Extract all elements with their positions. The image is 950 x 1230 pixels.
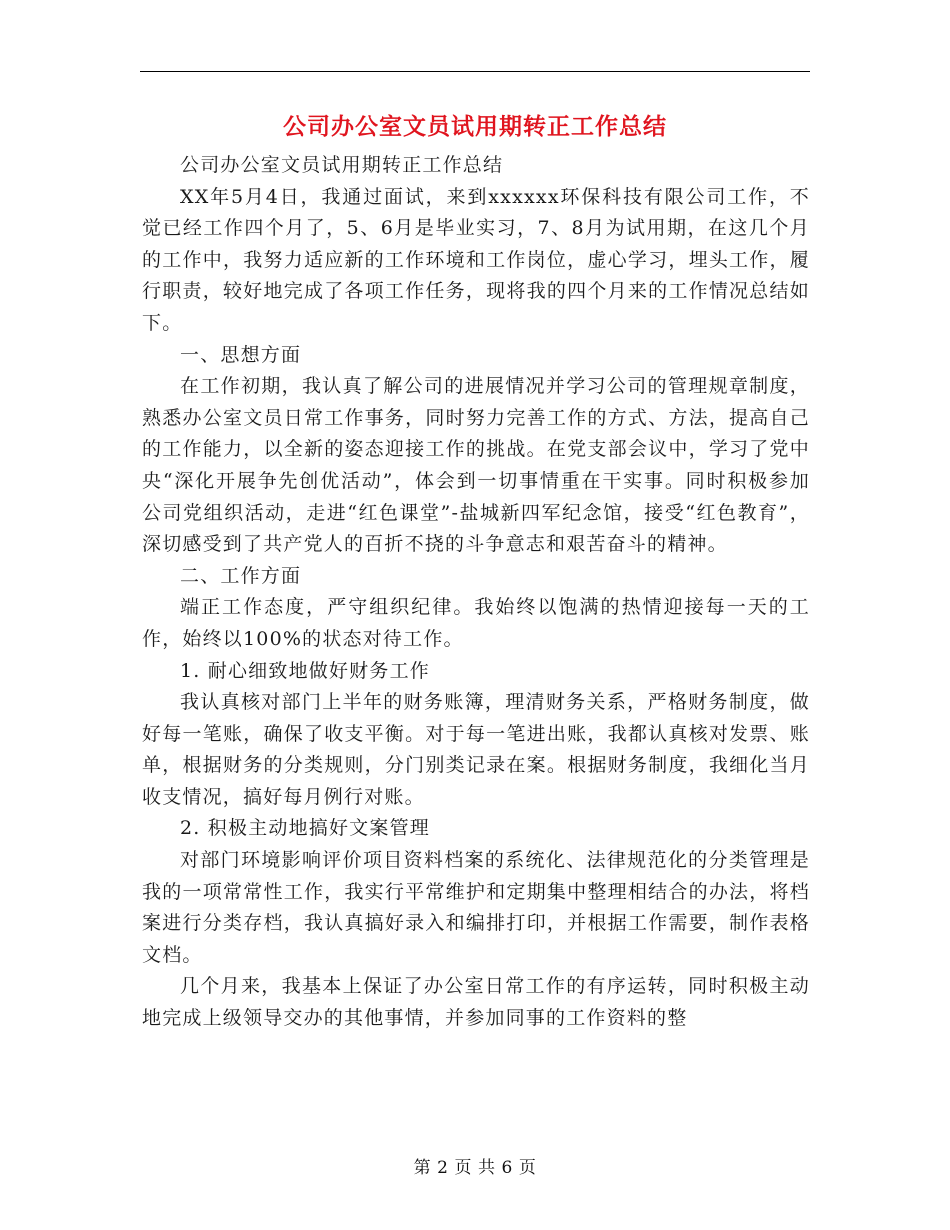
- document-body: [142, 150, 810, 1035]
- footer-prefix: 第: [413, 1158, 432, 1178]
- body-paragraph: 在工作初期，我认真了解公司的进展情况并学习公司的管理规章制度，熟悉办公室文员日常工作事务，同时努力完善工作的方式、方法，提高自己的工作能力，以全新的姿态迎接工作的挑战。在党支部会议中，学习了党中央“深化开展争先创优活动”，体会到一切事情重在干实事。同时积极参加公司党组织活动，走进“红色课堂”-盐城新四军纪念馆，接受“红色教育”，深切感受到了共产党人的百折不挠的斗争意志和艰苦奋斗的精神。: [142, 375, 810, 556]
- body-paragraph: 几个月来，我基本上保证了办公室日常工作的有序运转，同时积极主动地完成上级领导交办的其他事情，并参加同事的工作资料的整: [142, 975, 810, 1030]
- document-title: 公司办公室文员试用期转正工作总结: [283, 113, 667, 140]
- header-rule: [140, 71, 810, 72]
- total-pages-number: 6: [501, 1158, 513, 1178]
- subsection-heading: 2. 积极主动地搞好文案管理: [180, 817, 430, 840]
- body-paragraph: 公司办公室文员试用期转正工作总结: [180, 154, 504, 176]
- footer-total-prefix: 共: [478, 1158, 496, 1178]
- body-paragraph: 我认真核对部门上半年的财务账簿，理清财务关系，严格财务制度，做好每一笔账，确保了收支平衡。对于每一笔进出账，我都认真核对发票、账单，根据财务的分类规则，分门别类记录在案。根据财务制度，我细化当月收支情况，搞好每月例行对账。: [142, 691, 810, 808]
- body-paragraph: 对部门环境影响评价项目资料档案的系统化、法律规范化的分类管理是我的一项常常性工作，我实行平常维护和定期集中整理相结合的办法，将档案进行分类存档，我认真搞好录入和编排打印，并根据工作需要，制作表格文档。: [142, 849, 810, 966]
- current-page-number: 2: [437, 1158, 449, 1178]
- body-paragraph: XX年5月4日，我通过面试，来到xxxxxx环保科技有限公司工作，不觉已经工作四个月了，5、6月是毕业实习，7、8月为试用期，在这几个月的工作中，我努力适应新的工作环境和工作岗位，虚心学习，埋头工作，履行职责，较好地完成了各项工作任务，现将我的四个月来的工作情况总结如下。: [142, 185, 810, 334]
- footer-page-word: 页: [454, 1158, 472, 1178]
- page-number-footer: [0, 1153, 950, 1178]
- subsection-heading: 1. 耐心细致地做好财务工作: [180, 659, 430, 682]
- body-paragraph: 端正工作态度，严守组织纪律。我始终以饱满的热情迎接每一天的工作，始终以100%的状态对待工作。: [142, 596, 810, 650]
- section-heading: 一、思想方面: [180, 343, 302, 366]
- footer-suffix: 页: [518, 1158, 537, 1178]
- section-heading: 二、工作方面: [180, 564, 302, 587]
